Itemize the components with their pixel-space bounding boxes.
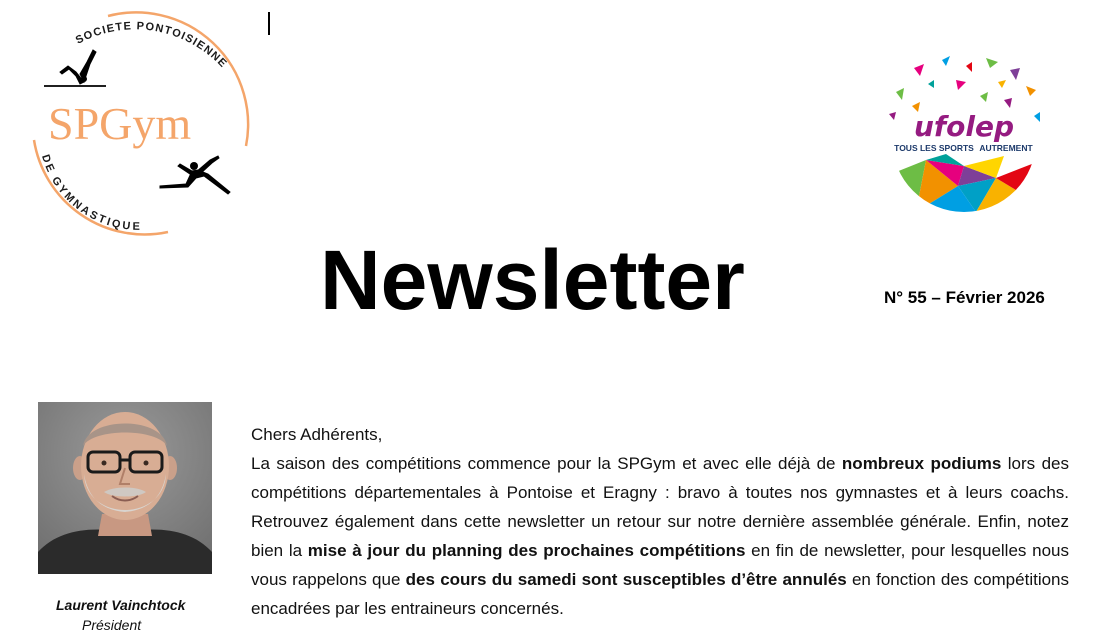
letter-greeting: Chers Adhérents,	[251, 425, 383, 444]
letter-text-1: La saison des compétitions commence pour la SPGym et avec elle déjà de	[251, 454, 842, 473]
ufolep-brand-text: ufolep	[914, 110, 1014, 143]
letter-paragraph	[251, 449, 1069, 623]
president-photo	[38, 402, 212, 574]
letter-bold-3: des cours du samedi sont susceptibles d’être annulés	[405, 570, 847, 589]
letter-body	[251, 420, 1069, 623]
logo-brand-text: SPGym	[48, 98, 192, 149]
letter-text-2: lors des compétitions départementales à Pontoise et Eragny : bravo à toutes nos gymnastes et à leurs coachs. Retrouvez également dans cette newsletter un retour sur notre dernière assemblée générale. Enfin, notez bien la	[251, 454, 1070, 560]
text-cursor	[268, 12, 270, 35]
gymnast-handstand-icon	[44, 50, 106, 86]
issue-number: N° 55 – Février 2026	[884, 288, 1045, 307]
logo-arc-bottom-text: DE GYMNASTIQUE	[38, 153, 143, 233]
letter-text-3: en fin de newsletter, pour lesquelles nous vous rappelons que	[251, 541, 1069, 589]
ufolep-logo	[886, 56, 1042, 212]
ufolep-tagline-2: AUTREMENT	[979, 143, 1033, 153]
letter-text-4: en fonction des compétitions encadrées par les entraineurs concernés.	[251, 570, 1070, 618]
letter-bold-1: nombreux podiums	[841, 454, 1002, 473]
president-name: Laurent Vainchtock	[56, 597, 186, 613]
logo-arc-top-text: SOCIETE PONTOISIENNE	[73, 20, 230, 71]
president-role: Président	[82, 617, 142, 633]
gymnast-leap-icon	[160, 156, 230, 194]
newsletter-title: Newsletter	[320, 233, 745, 327]
letter-bold-2: mise à jour du planning des prochaines compétitions	[307, 541, 746, 560]
ufolep-tagline-1: TOUS LES SPORTS	[894, 143, 974, 153]
spgym-logo	[20, 6, 260, 246]
